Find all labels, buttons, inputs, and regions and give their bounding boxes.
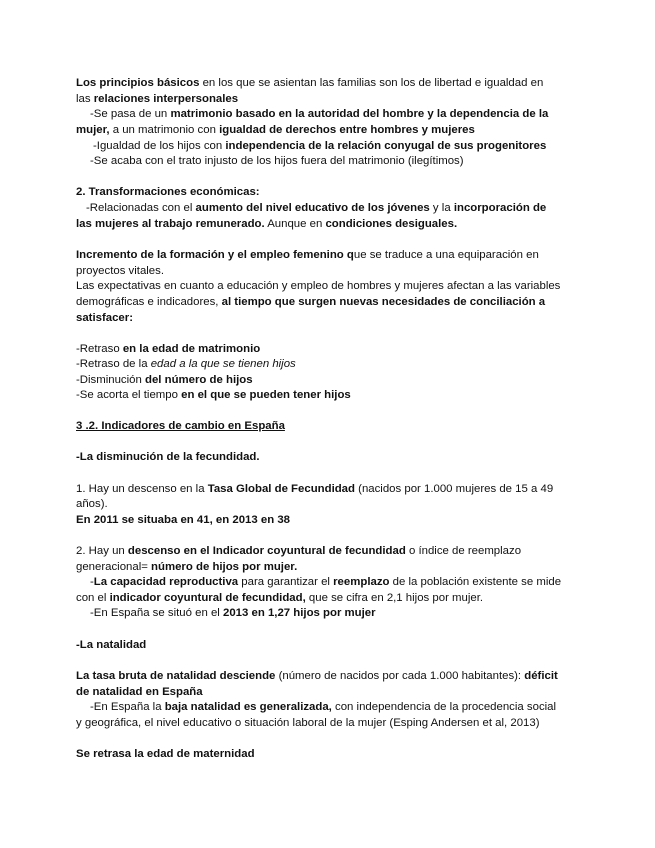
natalidad-line-2: [76, 685, 203, 700]
intro-line-1: [76, 76, 543, 91]
bold-text: Tasa Global de Fecundidad: [207, 483, 355, 495]
bold-text: en la edad de matrimonio: [122, 343, 261, 355]
text: de la población existente se mide: [389, 576, 562, 588]
bold-text: las mujeres al trabajo remunerado.: [76, 218, 265, 230]
text: (número de nacidos por cada 1.000 habitantes):: [275, 670, 525, 682]
text: con el: [76, 592, 110, 604]
text: demográficas e indicadores,: [76, 296, 222, 308]
bold-text: igualdad de derechos entre hombres y mujeres: [219, 124, 475, 136]
bold-text: déficit: [524, 670, 558, 682]
bold-text: En 2011 se situaba en 41, en 2013 en 38: [76, 514, 291, 526]
text: Las expectativas en cuanto a educación y empleo de hombres y mujeres afectan a las variables: [76, 280, 561, 292]
fecundidad-p2-line-1: [76, 544, 521, 559]
section-2-heading: 2. Transformaciones económicas:: [76, 186, 260, 198]
fecundidad-p2-line-3: [90, 575, 561, 590]
natalidad-heading: -La natalidad: [76, 639, 147, 651]
bold-text: de natalidad en España: [76, 686, 203, 698]
bold-text: en el que se pueden tener hijos: [181, 389, 351, 401]
intro-line-4: [76, 123, 475, 138]
intro-line-5: [93, 139, 546, 154]
bold-text: matrimonio basado en la autoridad del hombre y la dependencia de la: [170, 108, 549, 120]
intro-line-2: [76, 92, 238, 107]
intro-line-3: [90, 107, 548, 122]
bold-text: relaciones interpersonales: [93, 93, 239, 105]
text: -En España se situó en el: [90, 607, 223, 619]
incremento-line-1: [76, 248, 539, 263]
italic-text: edad a la que se tienen hijos: [150, 358, 296, 370]
text: a un matrimonio con: [109, 124, 220, 136]
section-2-line-2: [76, 217, 457, 232]
bold-text: descenso en el Indicador coyuntural de fecundidad: [127, 545, 406, 557]
text: ue se traduce a una equiparación en: [353, 249, 539, 261]
fecundidad-p1-line-3: [76, 513, 290, 528]
text: -Se pasa de un: [90, 108, 171, 120]
bold-text: La tasa bruta de natalidad desciende: [76, 670, 276, 682]
bold-text: 2013 en 1,27 hijos por mujer: [222, 607, 376, 619]
text: generacional=: [76, 561, 152, 573]
fecundidad-p2-line-5: [90, 606, 376, 621]
text: -Se acaba con el trato injusto de los hijos fuera del matrimonio (ilegítimos): [90, 155, 464, 167]
text: con independencia de la procedencia social: [331, 701, 557, 713]
natalidad-line-1: [76, 669, 558, 684]
text: -Disminución: [76, 374, 145, 386]
maternidad-heading: Se retrasa la edad de maternidad: [76, 748, 255, 760]
incremento-line-5: [76, 311, 133, 326]
text: -Retraso de la: [76, 358, 151, 370]
list-item: [76, 342, 260, 357]
incremento-line-4: [76, 295, 545, 310]
text: años).: [76, 498, 108, 510]
incremento-line-2: [76, 264, 164, 279]
text: o índice de reemplazo: [405, 545, 522, 557]
text: (nacidos por 1.000 mujeres de 15 a 49: [354, 483, 554, 495]
bold-text: baja natalidad es generalizada,: [164, 701, 332, 713]
bold-text: satisfacer:: [76, 312, 133, 324]
bold-text: incorporación de: [453, 202, 547, 214]
bold-text: mujer,: [76, 124, 110, 136]
text: -Igualdad de los hijos con: [93, 140, 226, 152]
bold-text: Incremento de la formación y el empleo femenino q: [76, 249, 354, 261]
bold-text: condiciones desiguales.: [325, 218, 458, 230]
text: 1. Hay un descenso en la: [76, 483, 208, 495]
text: y geográfica, el nivel educativo o situación laboral de la mujer (Esping Andersen et al, 2013): [76, 717, 540, 729]
list-item: [76, 357, 296, 372]
bold-text: aumento del nivel educativo de los jóvenes: [195, 202, 430, 214]
text: proyectos vitales.: [76, 265, 164, 277]
natalidad-line-4: [76, 716, 540, 731]
fecundidad-heading: -La disminución de la fecundidad.: [76, 451, 260, 463]
text: y la: [429, 202, 454, 214]
text: que se cifra en 2,1 hijos por mujer.: [305, 592, 484, 604]
fecundidad-p2-line-2: [76, 560, 297, 575]
text: -Se acorta el tiempo: [76, 389, 182, 401]
section-2-line-1: [86, 201, 546, 216]
bold-text: La capacidad reproductiva: [93, 576, 239, 588]
bold-text: Los principios básicos: [76, 77, 200, 89]
intro-line-6: [90, 154, 464, 169]
natalidad-line-3: [90, 700, 556, 715]
text: -: [90, 576, 94, 588]
text: -En España la: [90, 701, 165, 713]
text: las: [76, 93, 94, 105]
bold-text: del número de hijos: [145, 374, 253, 386]
text: -Retraso: [76, 343, 123, 355]
fecundidad-p1-line-2: [76, 497, 108, 512]
text: -Relacionadas con el: [86, 202, 196, 214]
bold-text: reemplazo: [333, 576, 390, 588]
text: en los que se asientan las familias son los de libertad e igualdad en: [199, 77, 544, 89]
text: Aunque en: [264, 218, 326, 230]
text: 2. Hay un: [76, 545, 128, 557]
section-3-2-heading: 3 .2. Indicadores de cambio en España: [76, 420, 285, 432]
bold-text: independencia de la relación conyugal de sus progenitores: [225, 140, 547, 152]
fecundidad-p1-line-1: [76, 482, 553, 497]
text: para garantizar el: [238, 576, 334, 588]
incremento-line-3: [76, 279, 560, 294]
list-item: [76, 373, 253, 388]
bold-text: indicador coyuntural de fecundidad,: [109, 592, 306, 604]
bold-text: número de hijos por mujer.: [151, 561, 298, 573]
bold-text: al tiempo que surgen nuevas necesidades de conciliación a: [221, 296, 546, 308]
fecundidad-p2-line-4: [76, 591, 483, 606]
list-item: [76, 388, 351, 403]
